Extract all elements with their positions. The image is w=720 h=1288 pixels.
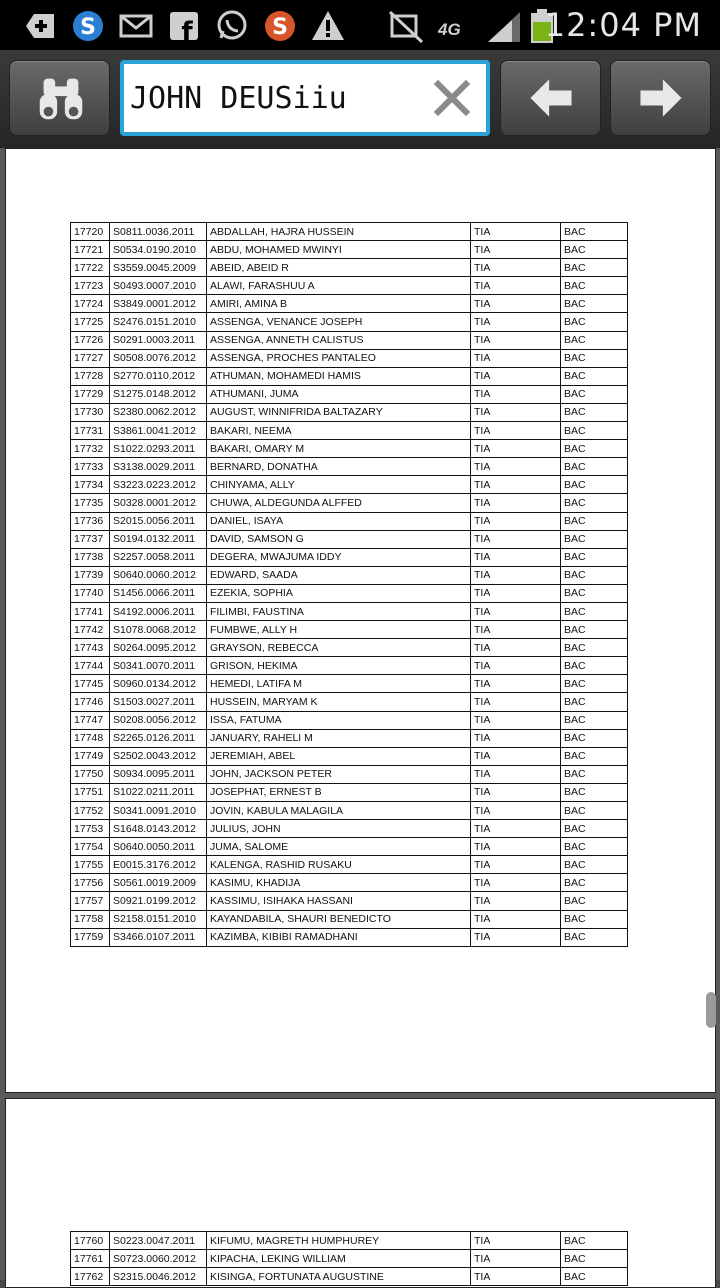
center-code: TIA xyxy=(471,512,561,530)
candidate-number: S0640.0060.2012 xyxy=(110,566,207,584)
row-number: 17760 xyxy=(71,1232,110,1250)
table-row xyxy=(71,1232,628,1250)
row-number: 17757 xyxy=(71,892,110,910)
center-code: TIA xyxy=(471,675,561,693)
center-code: TIA xyxy=(471,313,561,331)
center-code: TIA xyxy=(471,802,561,820)
table-row xyxy=(71,494,628,512)
center-code: TIA xyxy=(471,566,561,584)
center-code: TIA xyxy=(471,621,561,639)
table-row xyxy=(71,331,628,349)
row-number: 17762 xyxy=(71,1268,110,1286)
candidate-name: JEREMIAH, ABEL xyxy=(207,747,471,765)
table-row xyxy=(71,802,628,820)
center-code: TIA xyxy=(471,476,561,494)
table-row xyxy=(71,621,628,639)
candidate-number: S3466.0107.2011 xyxy=(110,928,207,946)
candidate-number: S0508.0076.2012 xyxy=(110,349,207,367)
row-number: 17737 xyxy=(71,530,110,548)
row-number: 17744 xyxy=(71,657,110,675)
program-code: BAC xyxy=(561,765,628,783)
program-code: BAC xyxy=(561,802,628,820)
candidate-name: JUMA, SALOME xyxy=(207,838,471,856)
row-number: 17735 xyxy=(71,494,110,512)
candidate-number: S0723.0060.2012 xyxy=(110,1250,207,1268)
candidate-name: KISINGA, FORTUNATA AUGUSTINE xyxy=(207,1268,471,1286)
row-number: 17761 xyxy=(71,1250,110,1268)
program-code: BAC xyxy=(561,584,628,602)
candidate-number: S2476.0151.2010 xyxy=(110,313,207,331)
candidate-number: S0208.0056.2012 xyxy=(110,711,207,729)
row-number: 17736 xyxy=(71,512,110,530)
candidate-number: S0561.0019.2009 xyxy=(110,874,207,892)
center-code: TIA xyxy=(471,295,561,313)
candidate-number: S3849.0001.2012 xyxy=(110,295,207,313)
table-row xyxy=(71,602,628,620)
center-code: TIA xyxy=(471,639,561,657)
row-number: 17725 xyxy=(71,313,110,331)
table-row xyxy=(71,241,628,259)
center-code: TIA xyxy=(471,602,561,620)
table-row xyxy=(71,584,628,602)
row-number: 17721 xyxy=(71,241,110,259)
whatsapp-icon xyxy=(214,8,250,44)
center-code: TIA xyxy=(471,241,561,259)
center-code: TIA xyxy=(471,349,561,367)
candidate-number: S0934.0095.2011 xyxy=(110,765,207,783)
svg-text:S: S xyxy=(80,15,96,40)
candidate-name: JOHN, JACKSON PETER xyxy=(207,765,471,783)
table-row xyxy=(71,910,628,928)
candidate-name: EDWARD, SAADA xyxy=(207,566,471,584)
center-code: TIA xyxy=(471,277,561,295)
candidate-number: S0534.0190.2010 xyxy=(110,241,207,259)
program-code: BAC xyxy=(561,530,628,548)
center-code: TIA xyxy=(471,367,561,385)
program-code: BAC xyxy=(561,639,628,657)
table-row xyxy=(71,440,628,458)
clock: 12:04 PM xyxy=(544,6,702,44)
program-code: BAC xyxy=(561,838,628,856)
program-code: BAC xyxy=(561,729,628,747)
pdf-page-1 xyxy=(5,148,716,1093)
table-row xyxy=(71,349,628,367)
candidate-name: FUMBWE, ALLY H xyxy=(207,621,471,639)
table-row xyxy=(71,928,628,946)
candidate-number: S2380.0062.2012 xyxy=(110,403,207,421)
candidate-name: KASIMU, KHADIJA xyxy=(207,874,471,892)
document-viewer[interactable] xyxy=(0,148,720,1283)
candidate-number: S0640.0050.2011 xyxy=(110,838,207,856)
table-row xyxy=(71,476,628,494)
candidate-number: S1275.0148.2012 xyxy=(110,385,207,403)
candidate-number: S0341.0091.2010 xyxy=(110,802,207,820)
candidate-number: S2315.0046.2012 xyxy=(110,1268,207,1286)
center-code: TIA xyxy=(471,548,561,566)
find-button[interactable] xyxy=(9,60,110,136)
skype-icon xyxy=(70,8,106,44)
table-row xyxy=(71,422,628,440)
center-code: TIA xyxy=(471,530,561,548)
center-code: TIA xyxy=(471,385,561,403)
center-code: TIA xyxy=(471,494,561,512)
table-row xyxy=(71,765,628,783)
candidate-number: S2770.0110.2012 xyxy=(110,367,207,385)
center-code: TIA xyxy=(471,856,561,874)
program-code: BAC xyxy=(561,367,628,385)
candidate-name: DAVID, SAMSON G xyxy=(207,530,471,548)
svg-text:S: S xyxy=(272,15,288,40)
candidate-name: CHINYAMA, ALLY xyxy=(207,476,471,494)
center-code: TIA xyxy=(471,892,561,910)
table-row xyxy=(71,838,628,856)
table-row xyxy=(71,313,628,331)
table-row xyxy=(71,820,628,838)
table-row xyxy=(71,1250,628,1268)
program-code: BAC xyxy=(561,711,628,729)
center-code: TIA xyxy=(471,747,561,765)
network-type: 4G xyxy=(438,20,461,39)
candidate-name: AUGUST, WINNIFRIDA BALTAZARY xyxy=(207,403,471,421)
search-input[interactable] xyxy=(130,72,430,124)
program-code: BAC xyxy=(561,295,628,313)
signal-icon xyxy=(486,8,522,44)
candidate-name: ASSENGA, VENANCE JOSEPH xyxy=(207,313,471,331)
program-code: BAC xyxy=(561,693,628,711)
candidate-number: E0015.3176.2012 xyxy=(110,856,207,874)
row-number: 17756 xyxy=(71,874,110,892)
candidate-name: HUSSEIN, MARYAM K xyxy=(207,693,471,711)
table-row xyxy=(71,892,628,910)
app-s-icon xyxy=(262,8,298,44)
candidate-number: S2158.0151.2010 xyxy=(110,910,207,928)
row-number: 17738 xyxy=(71,548,110,566)
candidate-number: S0291.0003.2011 xyxy=(110,331,207,349)
candidate-number: S4192.0006.2011 xyxy=(110,602,207,620)
row-number: 17745 xyxy=(71,675,110,693)
row-number: 17743 xyxy=(71,639,110,657)
row-number: 17758 xyxy=(71,910,110,928)
row-number: 17752 xyxy=(71,802,110,820)
center-code: TIA xyxy=(471,1268,561,1286)
program-code: BAC xyxy=(561,476,628,494)
next-result-button[interactable] xyxy=(610,60,711,136)
candidate-name: BAKARI, OMARY M xyxy=(207,440,471,458)
table-row xyxy=(71,711,628,729)
arrow-right-icon xyxy=(633,70,689,126)
candidate-name: ALAWI, FARASHUU A xyxy=(207,277,471,295)
candidate-name: ASSENGA, ANNETH CALISTUS xyxy=(207,331,471,349)
mail-icon xyxy=(118,8,154,44)
candidate-name: KALENGA, RASHID RUSAKU xyxy=(207,856,471,874)
candidate-name: KIPACHA, LEKING WILLIAM xyxy=(207,1250,471,1268)
candidate-number: S2265.0126.2011 xyxy=(110,729,207,747)
candidate-name: KASSIMU, ISIHAKA HASSANI xyxy=(207,892,471,910)
program-code: BAC xyxy=(561,223,628,241)
previous-result-button[interactable] xyxy=(500,60,601,136)
center-code: TIA xyxy=(471,1232,561,1250)
program-code: BAC xyxy=(561,910,628,928)
program-code: BAC xyxy=(561,313,628,331)
candidate-number: S0194.0132.2011 xyxy=(110,530,207,548)
candidate-name: BAKARI, NEEMA xyxy=(207,422,471,440)
table-row xyxy=(71,747,628,765)
center-code: TIA xyxy=(471,657,561,675)
candidate-number: S3861.0041.2012 xyxy=(110,422,207,440)
table-row xyxy=(71,458,628,476)
candidate-number: S2015.0056.2011 xyxy=(110,512,207,530)
program-code: BAC xyxy=(561,621,628,639)
table-row xyxy=(71,729,628,747)
center-code: TIA xyxy=(471,440,561,458)
center-code: TIA xyxy=(471,711,561,729)
table-row xyxy=(71,530,628,548)
program-code: BAC xyxy=(561,422,628,440)
binoculars-icon xyxy=(32,69,90,127)
results-table-page-2 xyxy=(70,1231,628,1286)
center-code: TIA xyxy=(471,259,561,277)
program-code: BAC xyxy=(561,548,628,566)
program-code: BAC xyxy=(561,657,628,675)
row-number: 17729 xyxy=(71,385,110,403)
program-code: BAC xyxy=(561,512,628,530)
program-code: BAC xyxy=(561,385,628,403)
program-code: BAC xyxy=(561,783,628,801)
candidate-name: AMIRI, AMINA B xyxy=(207,295,471,313)
program-code: BAC xyxy=(561,892,628,910)
candidate-name: DEGERA, MWAJUMA IDDY xyxy=(207,548,471,566)
program-code: BAC xyxy=(561,1250,628,1268)
candidate-name: ATHUMANI, JUMA xyxy=(207,385,471,403)
program-code: BAC xyxy=(561,602,628,620)
row-number: 17741 xyxy=(71,602,110,620)
row-number: 17734 xyxy=(71,476,110,494)
add-icon xyxy=(22,8,58,44)
table-row xyxy=(71,856,628,874)
candidate-number: S3138.0029.2011 xyxy=(110,458,207,476)
center-code: TIA xyxy=(471,1250,561,1268)
row-number: 17759 xyxy=(71,928,110,946)
candidate-number: S1022.0211.2011 xyxy=(110,783,207,801)
program-code: BAC xyxy=(561,566,628,584)
candidate-name: ATHUMAN, MOHAMEDI HAMIS xyxy=(207,367,471,385)
mute-icon xyxy=(388,8,424,44)
table-row xyxy=(71,874,628,892)
center-code: TIA xyxy=(471,584,561,602)
table-row xyxy=(71,512,628,530)
center-code: TIA xyxy=(471,928,561,946)
table-row xyxy=(71,403,628,421)
candidate-number: S3559.0045.2009 xyxy=(110,259,207,277)
status-bar xyxy=(0,0,720,50)
row-number: 17728 xyxy=(71,367,110,385)
warning-icon xyxy=(310,8,346,44)
search-field[interactable] xyxy=(120,60,490,136)
table-row xyxy=(71,657,628,675)
candidate-name: BERNARD, DONATHA xyxy=(207,458,471,476)
row-number: 17751 xyxy=(71,783,110,801)
candidate-name: GRAYSON, REBECCA xyxy=(207,639,471,657)
results-table-page-1 xyxy=(70,222,628,947)
program-code: BAC xyxy=(561,675,628,693)
row-number: 17749 xyxy=(71,747,110,765)
program-code: BAC xyxy=(561,856,628,874)
table-row xyxy=(71,223,628,241)
row-number: 17722 xyxy=(71,259,110,277)
candidate-number: S1648.0143.2012 xyxy=(110,820,207,838)
program-code: BAC xyxy=(561,1232,628,1250)
candidate-number: S0493.0007.2010 xyxy=(110,277,207,295)
candidate-name: DANIEL, ISAYA xyxy=(207,512,471,530)
candidate-name: JOVIN, KABULA MALAGILA xyxy=(207,802,471,820)
candidate-name: ISSA, FATUMA xyxy=(207,711,471,729)
candidate-name: JANUARY, RAHELI M xyxy=(207,729,471,747)
program-code: BAC xyxy=(561,259,628,277)
row-number: 17732 xyxy=(71,440,110,458)
candidate-number: S2257.0058.2011 xyxy=(110,548,207,566)
row-number: 17746 xyxy=(71,693,110,711)
center-code: TIA xyxy=(471,331,561,349)
center-code: TIA xyxy=(471,458,561,476)
table-row xyxy=(71,639,628,657)
row-number: 17755 xyxy=(71,856,110,874)
candidate-name: ABDALLAH, HAJRA HUSSEIN xyxy=(207,223,471,241)
arrow-left-icon xyxy=(523,70,579,126)
program-code: BAC xyxy=(561,403,628,421)
table-row xyxy=(71,259,628,277)
row-number: 17748 xyxy=(71,729,110,747)
row-number: 17720 xyxy=(71,223,110,241)
center-code: TIA xyxy=(471,874,561,892)
candidate-name: HEMEDI, LATIFA M xyxy=(207,675,471,693)
program-code: BAC xyxy=(561,494,628,512)
center-code: TIA xyxy=(471,729,561,747)
center-code: TIA xyxy=(471,783,561,801)
row-number: 17724 xyxy=(71,295,110,313)
row-number: 17753 xyxy=(71,820,110,838)
candidate-number: S0328.0001.2012 xyxy=(110,494,207,512)
table-row xyxy=(71,367,628,385)
scrollbar-thumb[interactable] xyxy=(706,992,716,1028)
candidate-number: S0960.0134.2012 xyxy=(110,675,207,693)
row-number: 17731 xyxy=(71,422,110,440)
candidate-number: S2502.0043.2012 xyxy=(110,747,207,765)
program-code: BAC xyxy=(561,277,628,295)
candidate-name: FILIMBI, FAUSTINA xyxy=(207,602,471,620)
row-number: 17727 xyxy=(71,349,110,367)
row-number: 17733 xyxy=(71,458,110,476)
row-number: 17754 xyxy=(71,838,110,856)
candidate-name: EZEKIA, SOPHIA xyxy=(207,584,471,602)
program-code: BAC xyxy=(561,241,628,259)
row-number: 17726 xyxy=(71,331,110,349)
program-code: BAC xyxy=(561,874,628,892)
table-row xyxy=(71,693,628,711)
candidate-number: S3223.0223.2012 xyxy=(110,476,207,494)
candidate-name: KAYANDABILA, SHAURI BENEDICTO xyxy=(207,910,471,928)
program-code: BAC xyxy=(561,1268,628,1286)
candidate-name: ABEID, ABEID R xyxy=(207,259,471,277)
candidate-name: ASSENGA, PROCHES PANTALEO xyxy=(207,349,471,367)
center-code: TIA xyxy=(471,422,561,440)
candidate-number: S0341.0070.2011 xyxy=(110,657,207,675)
center-code: TIA xyxy=(471,910,561,928)
center-code: TIA xyxy=(471,838,561,856)
table-row xyxy=(71,385,628,403)
row-number: 17742 xyxy=(71,621,110,639)
pdf-page-2 xyxy=(5,1098,716,1288)
table-row xyxy=(71,675,628,693)
candidate-number: S1456.0066.2011 xyxy=(110,584,207,602)
candidate-name: CHUWA, ALDEGUNDA ALFFED xyxy=(207,494,471,512)
program-code: BAC xyxy=(561,458,628,476)
candidate-name: GRISON, HEKIMA xyxy=(207,657,471,675)
program-code: BAC xyxy=(561,331,628,349)
candidate-name: ABDU, MOHAMED MWINYI xyxy=(207,241,471,259)
program-code: BAC xyxy=(561,349,628,367)
center-code: TIA xyxy=(471,693,561,711)
candidate-name: KAZIMBA, KIBIBI RAMADHANI xyxy=(207,928,471,946)
candidate-number: S0223.0047.2011 xyxy=(110,1232,207,1250)
candidate-name: KIFUMU, MAGRETH HUMPHUREY xyxy=(207,1232,471,1250)
center-code: TIA xyxy=(471,765,561,783)
program-code: BAC xyxy=(561,820,628,838)
clear-icon[interactable] xyxy=(432,78,472,118)
candidate-number: S0264.0095.2012 xyxy=(110,639,207,657)
row-number: 17730 xyxy=(71,403,110,421)
program-code: BAC xyxy=(561,928,628,946)
candidate-number: S1022.0293.2011 xyxy=(110,440,207,458)
row-number: 17739 xyxy=(71,566,110,584)
facebook-icon xyxy=(166,8,202,44)
candidate-number: S1078.0068.2012 xyxy=(110,621,207,639)
row-number: 17750 xyxy=(71,765,110,783)
center-code: TIA xyxy=(471,820,561,838)
table-row xyxy=(71,277,628,295)
row-number: 17740 xyxy=(71,584,110,602)
table-row xyxy=(71,783,628,801)
candidate-number: S0811.0036.2011 xyxy=(110,223,207,241)
row-number: 17747 xyxy=(71,711,110,729)
svg-text:f: f xyxy=(181,17,193,44)
candidate-number: S1503.0027.2011 xyxy=(110,693,207,711)
table-row xyxy=(71,548,628,566)
candidate-name: JULIUS, JOHN xyxy=(207,820,471,838)
candidate-name: JOSEPHAT, ERNEST B xyxy=(207,783,471,801)
candidate-number: S0921.0199.2012 xyxy=(110,892,207,910)
table-row xyxy=(71,566,628,584)
program-code: BAC xyxy=(561,747,628,765)
center-code: TIA xyxy=(471,403,561,421)
row-number: 17723 xyxy=(71,277,110,295)
table-row xyxy=(71,295,628,313)
program-code: BAC xyxy=(561,440,628,458)
table-row xyxy=(71,1268,628,1286)
center-code: TIA xyxy=(471,223,561,241)
